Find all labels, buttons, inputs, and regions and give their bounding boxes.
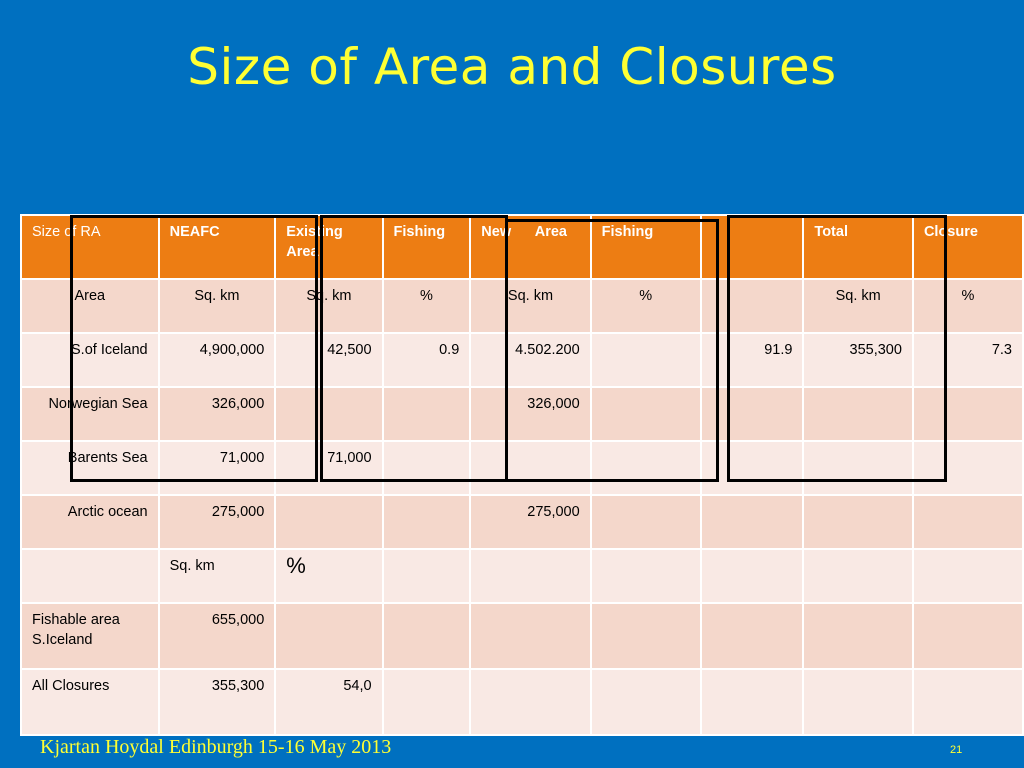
table-cell [913, 495, 1023, 549]
footer-text: Kjartan Hoydal Edinburgh 15-16 May 2013 [40, 736, 392, 758]
table-cell [913, 549, 1023, 603]
table-cell: 91.9 [701, 333, 804, 387]
table-cell: S.of Iceland [21, 333, 159, 387]
table-cell [470, 603, 590, 669]
table-cell [803, 603, 913, 669]
table-cell [591, 441, 701, 495]
table-cell: % [913, 279, 1023, 333]
table-cell: % [275, 549, 382, 603]
table-cell: 4,900,000 [159, 333, 276, 387]
table-cell: Barents Sea [21, 441, 159, 495]
table-cell [913, 387, 1023, 441]
table-cell: All Closures [21, 669, 159, 735]
table-cell: Sq. km [803, 279, 913, 333]
table-cell [913, 603, 1023, 669]
table-cell: Fishable area S.Iceland [21, 603, 159, 669]
table-cell [383, 441, 471, 495]
table-row [21, 387, 1023, 441]
table-row [21, 279, 1023, 333]
header-cell: NEAFC [159, 215, 276, 279]
table-cell [701, 549, 804, 603]
table-cell [803, 549, 913, 603]
table-cell [701, 387, 804, 441]
page-number: 21 [950, 744, 963, 756]
table-cell: Area [21, 279, 159, 333]
table-cell: 275,000 [470, 495, 590, 549]
table-cell [470, 549, 590, 603]
table-cell [275, 495, 382, 549]
slide-title: Size of Area and Closures [187, 38, 837, 96]
header-cell: Fishing [383, 215, 471, 279]
table-cell [591, 333, 701, 387]
table-cell: 54,0 [275, 669, 382, 735]
table-cell [470, 669, 590, 735]
header-cell [701, 215, 804, 279]
header-cell: Total [803, 215, 913, 279]
table-cell: 71,000 [159, 441, 276, 495]
table-header-row [21, 215, 1023, 279]
table-cell: 326,000 [470, 387, 590, 441]
table-cell: 4.502.200 [470, 333, 590, 387]
table-cell: % [591, 279, 701, 333]
table-cell: Sq. km [159, 549, 276, 603]
header-cell: New Area [470, 215, 590, 279]
table-cell [21, 549, 159, 603]
table-cell: 71,000 [275, 441, 382, 495]
table-row [21, 603, 1023, 669]
table-cell [591, 603, 701, 669]
table-cell [591, 549, 701, 603]
header-cell: Closure [913, 215, 1023, 279]
table-row [21, 495, 1023, 549]
area-closures-table [20, 214, 1024, 736]
table-cell [803, 441, 913, 495]
table-cell [913, 669, 1023, 735]
table-cell: % [383, 279, 471, 333]
table-cell [701, 441, 804, 495]
table-cell: 326,000 [159, 387, 276, 441]
table-cell [275, 387, 382, 441]
table-cell: 42,500 [275, 333, 382, 387]
table-cell [701, 495, 804, 549]
table-cell [383, 603, 471, 669]
table-cell: 655,000 [159, 603, 276, 669]
table-cell: Sq. km [159, 279, 276, 333]
table-row [21, 549, 1023, 603]
table-cell: Arctic ocean [21, 495, 159, 549]
table-cell [701, 669, 804, 735]
header-cell: Size of RA [21, 215, 159, 279]
table-cell [803, 387, 913, 441]
table-cell: 355,300 [159, 669, 276, 735]
table-cell [701, 603, 804, 669]
table-cell [383, 495, 471, 549]
table-row [21, 441, 1023, 495]
table-cell [913, 441, 1023, 495]
table-cell: 275,000 [159, 495, 276, 549]
table-cell [383, 549, 471, 603]
table-cell: 355,300 [803, 333, 913, 387]
table-cell [470, 441, 590, 495]
table-cell [591, 669, 701, 735]
table-cell [275, 603, 382, 669]
table-cell: Sq. km [275, 279, 382, 333]
table-cell: Norwegian Sea [21, 387, 159, 441]
table-cell: Sq. km [470, 279, 590, 333]
table-row [21, 333, 1023, 387]
table-cell: 0.9 [383, 333, 471, 387]
table-row [21, 669, 1023, 735]
table-cell [383, 387, 471, 441]
table-cell [591, 495, 701, 549]
table-cell [701, 279, 804, 333]
header-cell: Fishing [591, 215, 701, 279]
table-cell: 7.3 [913, 333, 1023, 387]
table-cell [591, 387, 701, 441]
table-cell [803, 495, 913, 549]
header-cell: Existing Area [275, 215, 382, 279]
table-cell [803, 669, 913, 735]
table-cell [383, 669, 471, 735]
